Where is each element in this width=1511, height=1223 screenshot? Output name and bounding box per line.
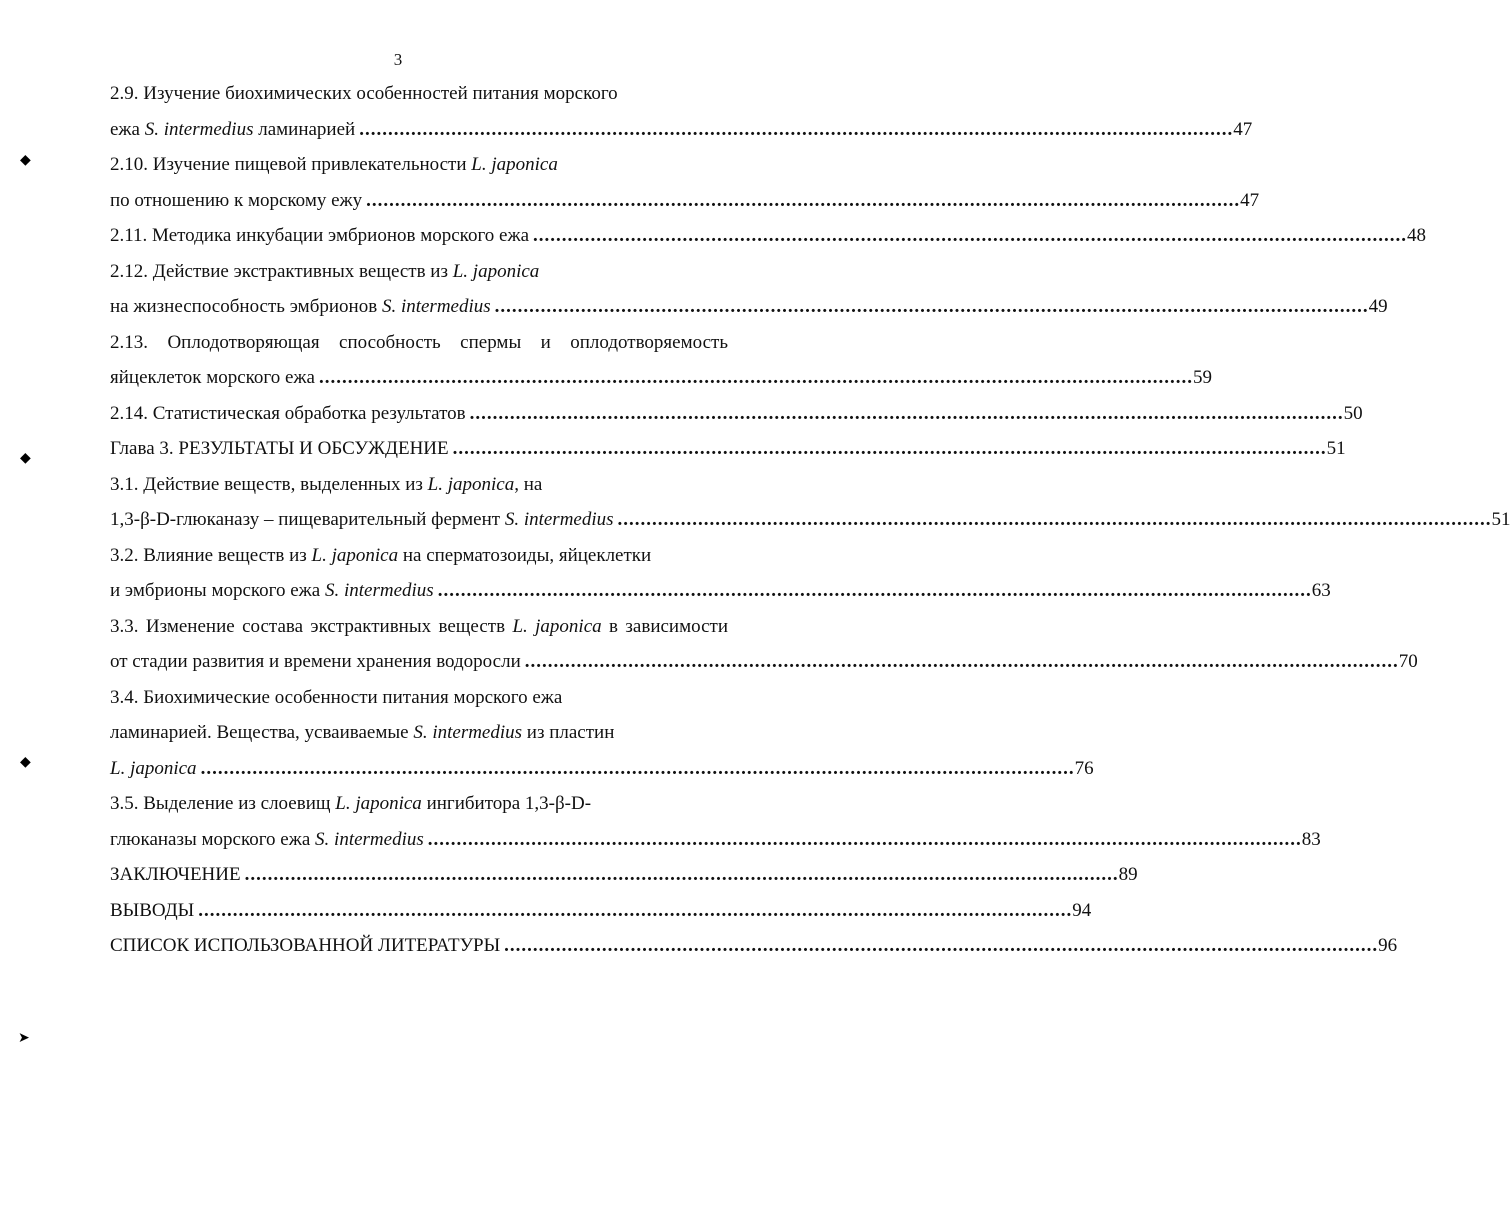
toc-entry-text	[110, 218, 529, 254]
species-name: S. intermedius	[504, 509, 614, 530]
text-run: по отношению к морскому ежу	[110, 189, 363, 211]
text-run: и эмбрионы морского ежа	[110, 580, 325, 601]
margin-mark-icon: ◆	[20, 153, 31, 168]
toc-page-number: 70	[1398, 651, 1418, 672]
dot-leader: ........................................................................................................................................................	[504, 935, 1379, 956]
toc-page-number: 47	[1240, 189, 1260, 211]
toc-page-number: 48	[1407, 225, 1427, 246]
toc-entry-text	[110, 332, 728, 353]
dot-leader: ........................................................................................................................................................	[533, 225, 1408, 246]
toc-page-number: 94	[1072, 899, 1092, 921]
toc-line-3-1-b	[110, 502, 1511, 538]
dot-leader: ........................................................................................................................................................	[200, 757, 1075, 779]
toc-page-number: 96	[1378, 935, 1398, 956]
toc-entry-text	[110, 360, 315, 396]
text-run: ламинарией. Вещества, усваиваемые	[110, 722, 414, 743]
toc-line-2-13-a	[110, 325, 728, 361]
species-name: L. japonica	[427, 473, 515, 495]
dot-leader: ........................................................................................................................................................	[318, 367, 1193, 388]
text-run: 3.2. Влияние веществ из	[110, 544, 312, 566]
toc-page-number: 50	[1343, 402, 1363, 424]
toc-line-3-2-b	[110, 573, 1331, 609]
text-run: 1,3-β-D-глюканазу – пищеварительный фермент	[110, 509, 505, 530]
species-name: S. intermedius	[381, 296, 491, 317]
toc-entry-text	[110, 502, 614, 538]
toc-entry-text	[110, 573, 434, 609]
toc-line-3-4-a	[110, 680, 728, 716]
toc-entry-text	[110, 396, 466, 432]
text-run: 2.9. Изучение биохимических особенностей питания морского	[110, 83, 618, 104]
species-name: S. intermedius	[413, 722, 523, 743]
toc-entry-text	[110, 857, 241, 893]
toc-line-3-1-a	[110, 467, 728, 503]
toc-line-2-9-b	[110, 112, 1253, 148]
text-run: 2.12. Действие экстрактивных веществ из	[110, 260, 453, 282]
toc-line-2-11	[110, 218, 1427, 254]
toc-line-refs	[110, 928, 1398, 964]
text-run: 3.1. Действие веществ, выделенных из	[110, 473, 428, 495]
toc-entry-text	[110, 786, 591, 822]
toc-entry-text	[110, 431, 449, 467]
text-run: ЗАКЛЮЧЕНИЕ	[110, 864, 241, 885]
dot-leader: ........................................................................................................................................................	[366, 189, 1241, 211]
toc-line-2-12-a	[110, 254, 728, 290]
toc-line-2-9-a	[110, 76, 728, 112]
text-run: ингибитора 1,3-β-D-	[421, 793, 592, 814]
text-run: на сперматозоиды, яйцеклетки	[398, 544, 652, 566]
toc-entry-text	[110, 538, 651, 574]
dot-leader: ........................................................................................................................................................	[452, 438, 1327, 459]
text-run: Глава 3. РЕЗУЛЬТАТЫ И ОБСУЖДЕНИЕ	[110, 438, 449, 459]
text-run: 2.10. Изучение пищевой привлекательности	[110, 154, 472, 175]
dot-leader: ........................................................................................................................................................	[469, 402, 1344, 424]
toc-line-2-12-b	[110, 289, 1388, 325]
toc-entry-text	[110, 289, 491, 325]
text-run: глюканазы морского ежа	[110, 828, 316, 850]
species-name: L. japonica	[452, 260, 540, 282]
toc-line-3-4-c	[110, 751, 1094, 787]
text-run: 3.4. Биохимические особенности питания морского ежа	[110, 686, 563, 708]
toc-entry-text	[110, 822, 424, 858]
toc-line-2-10-b	[110, 183, 1260, 219]
text-run: яйцеклеток морского ежа	[110, 367, 315, 388]
toc-entry-text	[110, 715, 614, 751]
toc-entry-text	[110, 112, 355, 148]
text-run: ВЫВОДЫ	[110, 899, 195, 921]
toc-entry-text	[110, 183, 362, 219]
toc-entry-text	[110, 893, 194, 929]
dot-leader: ........................................................................................................................................................	[494, 296, 1369, 317]
toc-line-2-10-a	[110, 147, 728, 183]
toc-page-number: 89	[1118, 864, 1138, 885]
toc-page-number: 63	[1311, 580, 1331, 601]
species-name: S. intermedius	[324, 580, 434, 601]
toc-page-number: 51	[1491, 509, 1511, 530]
toc-line-2-14	[110, 396, 1363, 432]
toc-page-number: 83	[1301, 828, 1321, 850]
text-run: ежа	[110, 118, 145, 140]
toc-page-number: 76	[1074, 757, 1094, 779]
text-run: от стадии развития и времени хранения водоросли	[110, 651, 521, 672]
toc-line-3-2-a	[110, 538, 728, 574]
text-run: СПИСОК ИСПОЛЬЗОВАННОЙ ЛИТЕРАТУРЫ	[110, 935, 501, 956]
text-run: 3.5. Выделение из слоевищ	[110, 793, 336, 814]
page-number: 3	[393, 50, 403, 69]
toc-page-number: 51	[1326, 438, 1346, 459]
toc-entry-text	[110, 147, 558, 183]
text-run: , на	[514, 473, 543, 495]
margin-mark-icon: ➤	[18, 1031, 30, 1046]
margin-mark-icon: ◆	[20, 755, 31, 770]
dot-leader: ........................................................................................................................................................	[198, 899, 1073, 921]
margin-mark-icon: ◆	[20, 451, 31, 466]
text-run: 3.3. Изменение состава экстрактивных веществ	[110, 615, 513, 637]
toc-entry-text	[110, 680, 562, 716]
toc-entry-text	[110, 254, 539, 290]
species-name: S. intermedius	[144, 118, 254, 140]
toc-line-3-3-a	[110, 609, 728, 645]
table-of-contents	[110, 76, 1511, 964]
toc-line-3-5-a	[110, 786, 728, 822]
toc-line-3-5-b	[110, 822, 1321, 858]
toc-page-number: 49	[1368, 296, 1388, 317]
toc-entry-text	[110, 467, 542, 503]
text-run: 2.14. Статистическая обработка результатов	[110, 402, 466, 424]
species-name: L. japonica	[512, 615, 602, 637]
toc-entry-text	[110, 616, 728, 637]
text-run: 2.11. Методика инкубации эмбрионов морского ежа	[110, 225, 530, 246]
dot-leader: ........................................................................................................................................................	[244, 864, 1119, 885]
text-run: из пластин	[522, 722, 615, 743]
species-name: L. japonica	[471, 154, 558, 175]
species-name: L. japonica	[311, 544, 399, 566]
toc-line-3-4-b	[110, 715, 728, 751]
toc-page-number: 47	[1233, 118, 1253, 140]
text-run: в зависимости	[601, 615, 728, 637]
toc-line-vyvody	[110, 893, 1092, 929]
toc-entry-text	[110, 928, 500, 964]
toc-line-3-3-b	[110, 644, 1418, 680]
text-run: на жизнеспособность эмбрионов	[110, 296, 382, 317]
dot-leader: ........................................................................................................................................................	[524, 651, 1399, 672]
dot-leader: ........................................................................................................................................................	[359, 118, 1234, 140]
text-run: 2.13. Оплодотворяющая способность спермы и оплодотворяемость	[110, 331, 728, 353]
species-name: S. intermedius	[315, 828, 424, 850]
dot-leader: ........................................................................................................................................................	[617, 509, 1492, 530]
toc-line-ch3	[110, 431, 1346, 467]
species-name: L. japonica	[110, 757, 197, 779]
text-run: ламинарией	[253, 118, 356, 140]
toc-entry-text	[110, 751, 197, 787]
toc-line-2-13-b	[110, 360, 1212, 396]
toc-entry-text	[110, 644, 521, 680]
dot-leader: ........................................................................................................................................................	[427, 828, 1302, 850]
species-name: L. japonica	[335, 793, 422, 814]
toc-line-concl	[110, 857, 1138, 893]
toc-page-number: 59	[1192, 367, 1212, 388]
dot-leader: ........................................................................................................................................................	[437, 580, 1312, 601]
toc-entry-text	[110, 76, 618, 112]
